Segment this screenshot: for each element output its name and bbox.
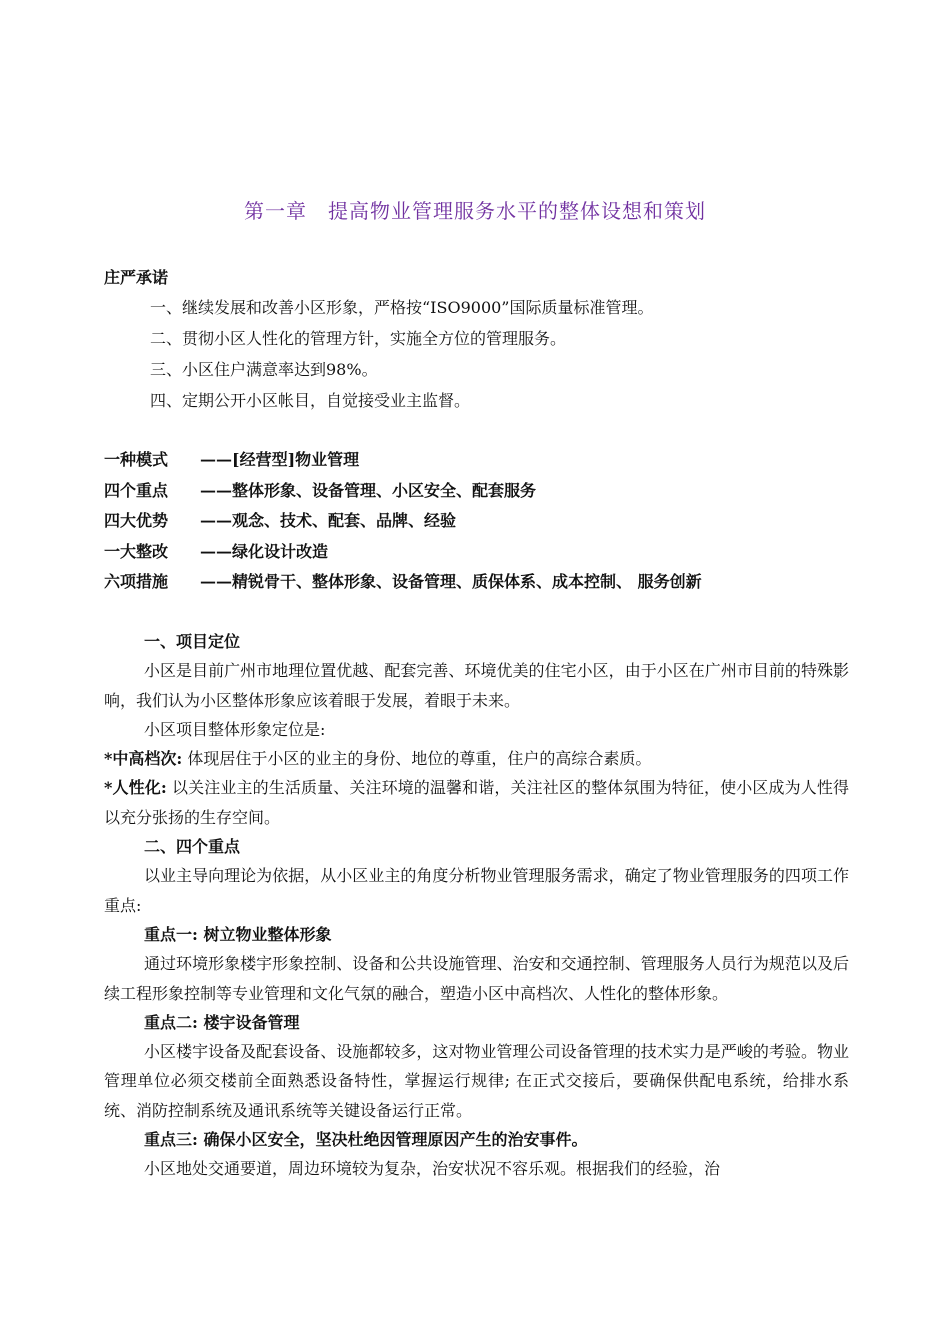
pledge-item: 四、定期公开小区帐目，自觉接受业主监督。: [150, 391, 471, 410]
paragraph: 小区是目前广州市地理位置优越、配套完善、环境优美的住宅小区，由于小区在广州市目前的特殊影响，我们认为小区整体形象应该着眼于发展，着眼于未来。: [104, 661, 849, 710]
pledge-heading: 庄严承诺: [104, 268, 169, 287]
bullet-item: [104, 773, 849, 832]
mode-row: [104, 506, 849, 537]
subsection-heading: 重点三: 确保小区安全，坚决杜绝因管理原因产生的治安事件。: [144, 1130, 588, 1150]
paragraph: 小区楼宇设备及配套设备、设施都较多，这对物业管理公司设备管理的技术实力是严峻的考验。物业管理单位必须交楼前全面熟悉设备特性，掌握运行规律; 在正式交接后，要确保供配电系统，给排水系统、消防控制系统及通讯系统等关键设备运行正常。: [104, 1042, 849, 1120]
mode-row: [104, 567, 849, 598]
bullet-item: [104, 744, 849, 773]
mode-value: ——观念、技术、配套、品牌、经验: [200, 511, 457, 530]
document-body: [104, 627, 849, 1184]
mode-row: [104, 476, 849, 507]
section-heading: 二、四个重点: [144, 837, 241, 857]
bullet-text: 以关注业主的生活质量、关注环境的温馨和谐，关注社区的整体氛围为特征，使小区成为人性得以充分张扬的生存空间。: [104, 778, 849, 827]
subsection-heading: 重点二: 楼宇设备管理: [144, 1012, 300, 1032]
pledge-item: 三、小区住户满意率达到98%。: [150, 360, 378, 379]
section-heading: 一、项目定位: [144, 632, 241, 651]
mode-row: [104, 445, 849, 476]
bullet-text: 体现居住于小区的业主的身份、地位的尊重，住户的高综合素质。: [182, 749, 652, 769]
paragraph: 小区项目整体形象定位是:: [144, 719, 326, 739]
mode-key: 四大优势: [104, 511, 169, 530]
bullet-label: *中高档次:: [104, 749, 183, 769]
pledge-item: 一、继续发展和改善小区形象，严格按“ISO9000”国际质量标准管理。: [150, 298, 654, 317]
paragraph: 通过环境形象楼宇形象控制、设备和公共设施管理、治安和交通控制、管理服务人员行为规范以及后续工程形象控制等专业管理和文化气氛的融合，塑造小区中高档次、人性化的整体形象。: [104, 954, 849, 1003]
mode-key: 一大整改: [104, 541, 169, 561]
subsection-heading: 重点一: 树立物业整体形象: [144, 924, 332, 944]
mode-row: [104, 537, 849, 568]
mode-value: ——整体形象、设备管理、小区安全、配套服务: [200, 480, 537, 500]
mode-summary: [104, 445, 849, 598]
mode-key: 六项措施: [104, 572, 169, 591]
bullet-label: *人性化:: [104, 778, 167, 798]
paragraph: 小区地处交通要道，周边环境较为复杂，治安状况不容乐观。根据我们的经验，治: [144, 1159, 721, 1179]
mode-value: ——[经营型]物业管理: [200, 450, 360, 469]
paragraph: 以业主导向理论为依据，从小区业主的角度分析物业管理服务需求，确定了物业管理服务的四项工作重点:: [104, 866, 849, 915]
mode-value: ——精锐骨干、整体形象、设备管理、质保体系、成本控制、 服务创新: [200, 572, 702, 591]
mode-key: 四个重点: [104, 480, 169, 500]
pledge-item: 二、贯彻小区人性化的管理方针，实施全方位的管理服务。: [150, 329, 567, 348]
pledge-list: [150, 292, 895, 416]
mode-value: ——绿化设计改造: [200, 541, 329, 561]
mode-key: 一种模式: [104, 450, 169, 469]
chapter-title: 第一章 提高物业管理服务水平的整体设想和策划: [244, 199, 706, 223]
